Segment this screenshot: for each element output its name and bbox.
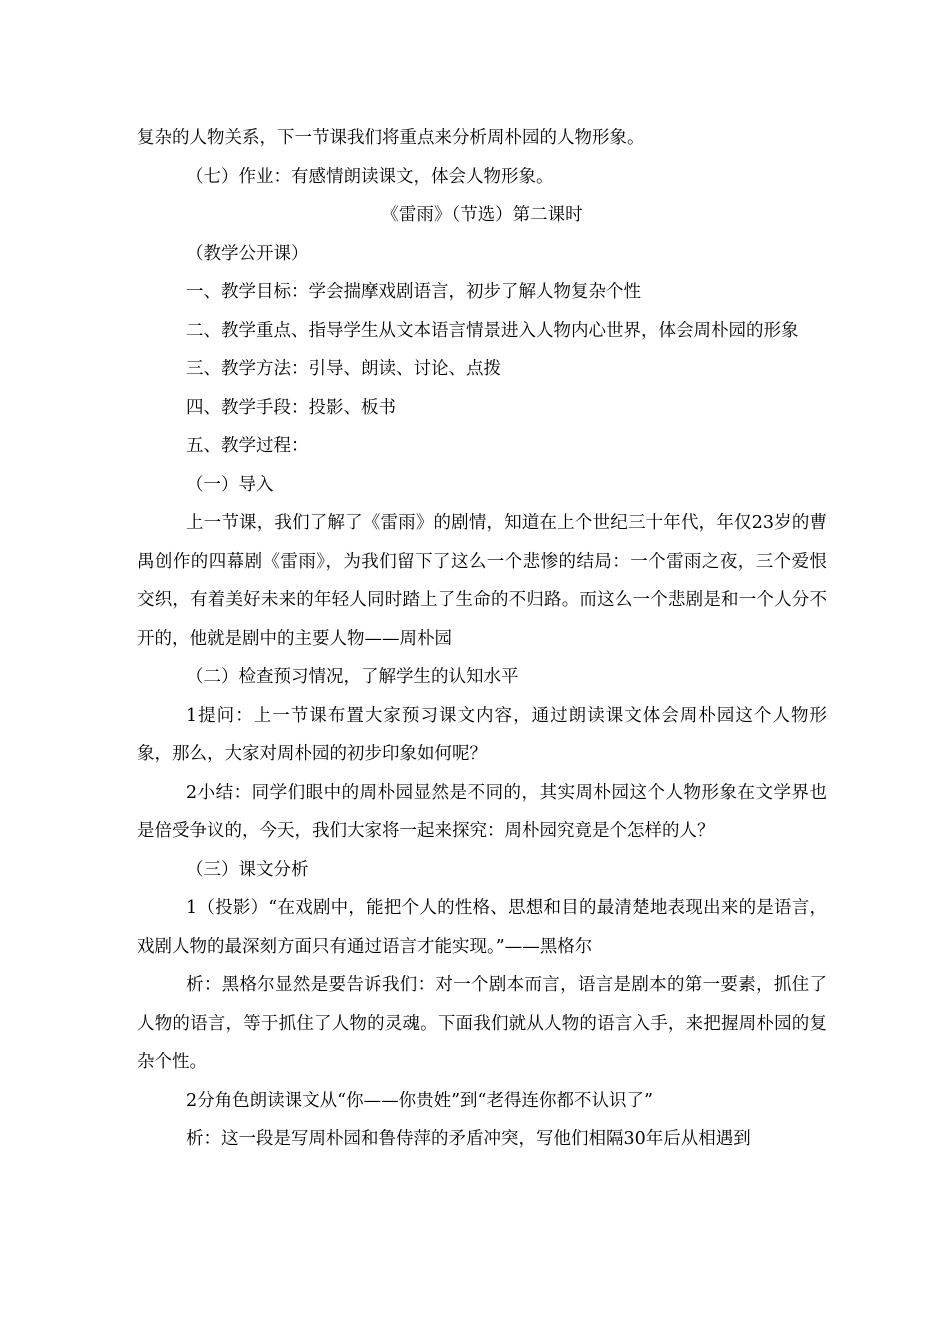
paragraph-summary: 2小结：同学们眼中的周朴园显然是不同的，其实周朴园这个人物形象在文学界也是倍受争议的，今天，我们大家将一起来探究：周朴园究竟是个怎样的人？ [137,782,827,841]
paragraph-projection-quote: 1（投影）“在戏剧中，能把个人的性格、思想和目的最清楚地表现出来的是语言，戏剧人物的最深刻方面只有通过语言才能实现。”——黑格尔 [137,898,827,957]
paragraph-teaching-means: 四、教学手段：投影、板书 [186,397,396,418]
document-body [137,119,827,1159]
paragraph-introduction: 上一节课，我们了解了《雷雨》的剧情，知道在上个世纪三十年代，年仅23岁的曹禺创作的四幕剧《雷雨》，为我们留下了这么一个悲惨的结局：一个雷雨之夜，三个爱恨交织，有着美好未来的年轻人同时踏上了生命的不归路。而这么一个悲剧是和一个人分不开的，他就是剧中的主要人物——周朴园 [137,513,827,649]
paragraph-teaching-method: 三、教学方法：引导、朗读、讨论、点拨 [186,359,501,379]
paragraph-role-reading: 2分角色朗读课文从“你——你贵姓”到“老得连你都不认识了” [186,1090,653,1111]
paragraph-homework: （七）作业：有感情朗读课文，体会人物形象。 [186,166,554,187]
paragraph-analysis-2: 析：这一段是写周朴园和鲁侍萍的矛盾冲突，写他们相隔30年后从相遇到 [186,1129,751,1149]
section-subtitle: （教学公开课） [186,243,309,264]
paragraph-continuation: 复杂的人物关系，下一节课我们将重点来分析周朴园的人物形象。 [137,128,645,148]
heading-text-analysis: （三）课文分析 [186,859,309,880]
paragraph-analysis-1: 析：黑格尔显然是要告诉我们：对一个剧本而言，语言是剧本的第一要素，抓住了人物的语言，等于抓住了人物的灵魂。下面我们就从人物的语言入手，来把握周朴园的复杂个性。 [137,975,827,1072]
heading-preview-check: （二）检查预习情况，了解学生的认知水平 [186,667,519,687]
paragraph-question: 1提问：上一节课布置大家预习课文内容，通过朗读课文体会周朴园这个人物形象，那么，大家对周朴园的初步印象如何呢？ [137,705,827,764]
heading-introduction: （一）导入 [186,474,274,495]
paragraph-teaching-goal: 一、教学目标：学会揣摩戏剧语言，初步了解人物复杂个性 [186,282,641,302]
paragraph-teaching-focus: 二、教学重点、指导学生从文本语言情景进入人物内心世界，体会周朴园的形象 [186,320,799,341]
paragraph-teaching-process: 五、教学过程： [186,436,309,456]
section-title: 《雷雨》（节选）第二课时 [381,205,583,225]
